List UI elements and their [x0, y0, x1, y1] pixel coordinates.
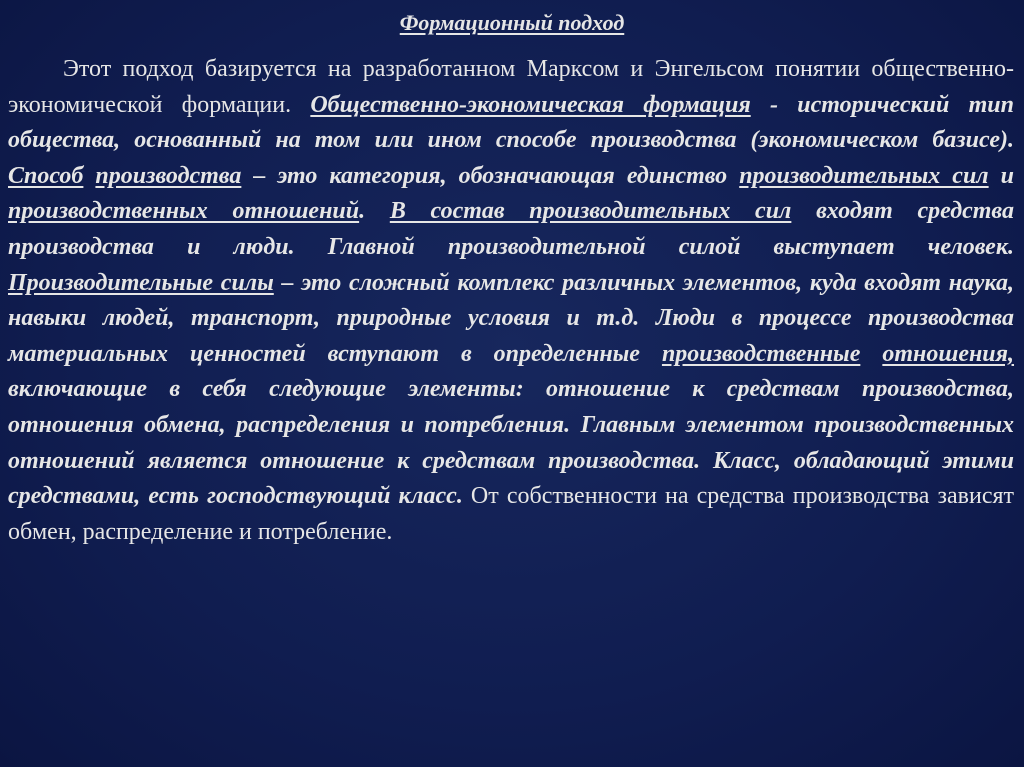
term-relations: отношения,: [882, 340, 1015, 367]
definition-formation: - исторический тип общества, основанный на том или ином способе производства (экономическом базисе).: [8, 91, 1014, 154]
slide-body-paragraph: [8, 52, 1014, 550]
term-socio-economic-formation: Общественно-экономическая формация: [310, 91, 751, 118]
slide-title: Формационный подход: [399, 10, 625, 35]
term-relations-of-production: производственных отношений: [8, 198, 360, 225]
definition-composition: входят средства производства и люди. Главной производительной силой выступает человек.: [8, 198, 1014, 260]
term-productive-forces: производительных сил: [739, 162, 989, 189]
space-1: [83, 163, 95, 189]
space-2: [860, 341, 882, 367]
definition-relations: включающие в себя следующие элементы: отношение к средствам производства, отношения обмена, распределения и потребления. Главным элементом производственных отношений является отношение к средствам производства. Класс, обладающий этими средствами, есть господствующий класс.: [8, 376, 1014, 510]
conjunction-and: и: [988, 162, 1014, 189]
definition-mode-of-production: – это категория, обозначающая единство: [241, 162, 740, 189]
term-production-2: производственные: [661, 340, 861, 367]
closing-text: От собственности на средства производства зависят обмен, распределение и потребление.: [8, 483, 1015, 545]
term-mode: Способ: [8, 162, 84, 189]
term-composition-of-productive-forces: В состав производительных сил: [389, 198, 792, 225]
intro-text: Этот подход базируется на разработанном Марксом и Энгельсом понятии общественно-экономической формации.: [8, 56, 1014, 118]
term-production: производства: [95, 162, 242, 189]
period-1: .: [359, 198, 390, 225]
term-productive-forces-2: Производительные силы: [8, 269, 274, 296]
definition-productive-forces: – это сложный комплекс различных элементов, куда входят наука, навыки людей, транспорт, природные условия и т.д. Люди в процессе производства материальных ценностей вступают в определенные: [8, 269, 1014, 367]
